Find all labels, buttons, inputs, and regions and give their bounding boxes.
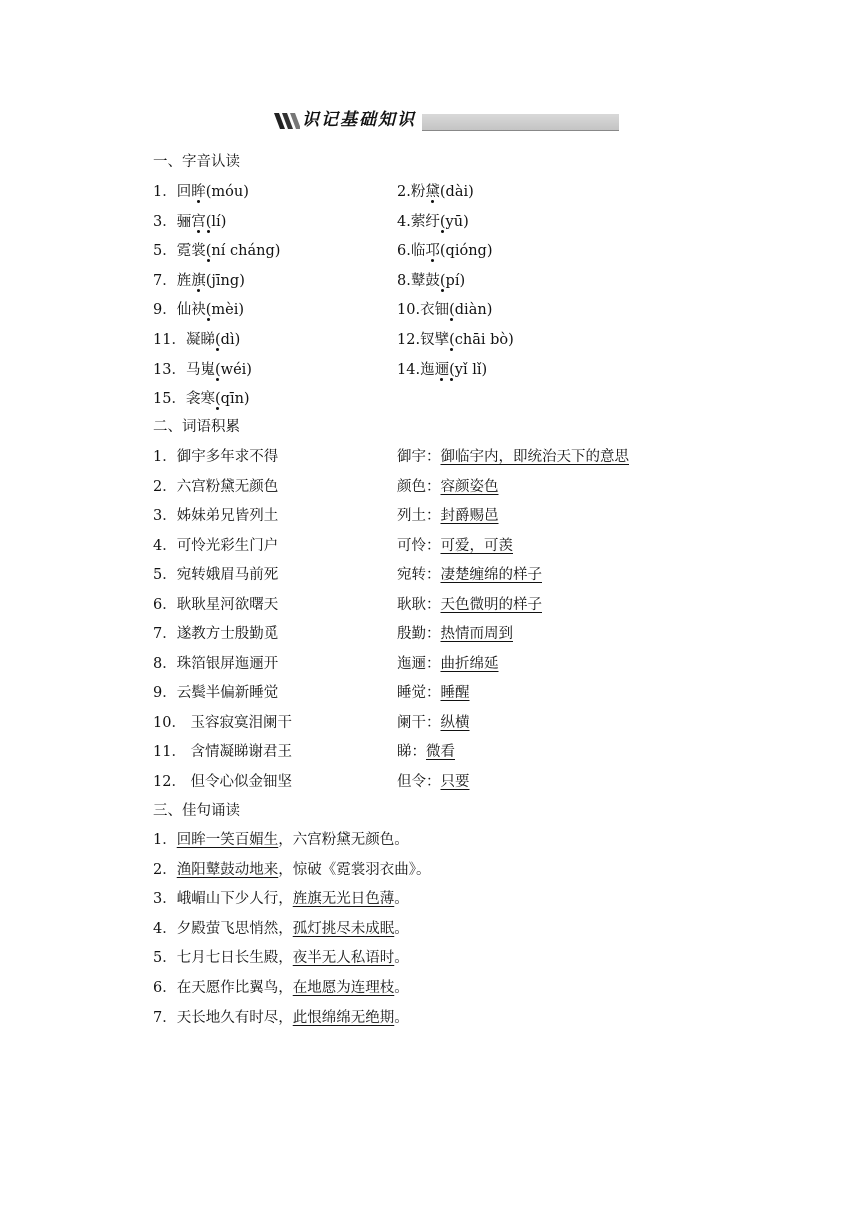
vocab-meaning: 凄楚缠绵的样子: [440, 567, 542, 583]
vocab-meaning: 御临宇内，即统治天下的意思: [440, 449, 629, 465]
quote-row: [153, 918, 409, 940]
pronunciation-item: 7．旌旗(jīng): [153, 272, 245, 289]
section-heading: 一、字音认读: [153, 154, 240, 170]
vocab-phrase: 3．姊妹弟兄皆列土: [153, 508, 279, 524]
vocab-definition: [397, 564, 542, 586]
vocab-term: 列土：: [397, 508, 441, 524]
quote-separator: ，: [278, 861, 293, 878]
quote-separator: ，: [278, 920, 293, 937]
vocab-phrase: 2．六宫粉黛无颜色: [153, 478, 279, 495]
pronunciation-item: 8.鼙鼓(pí): [397, 272, 466, 289]
quote-separator: ，: [278, 1009, 293, 1026]
vocab-meaning: 只要: [440, 773, 470, 790]
vocab-phrase: 1．御宇多年求不得: [153, 449, 279, 465]
vocab-term: 但令：: [397, 773, 441, 790]
vocab-definition: [397, 682, 470, 704]
quote-second-half: 在地愿为连理枝: [292, 980, 395, 996]
quote-end: 。: [394, 950, 409, 967]
quote-number: 2．: [153, 861, 177, 878]
pronunciation-item: 6.临邛(qióng): [397, 243, 493, 260]
vocab-definition: [397, 741, 455, 763]
pronunciation-item: 15．衾寒(qīn): [153, 391, 250, 408]
dotted-char: 邛: [425, 243, 440, 260]
pronunciation-item: 2.粉黛(dài): [397, 184, 474, 200]
quote-number: 1．: [153, 832, 177, 848]
pronunciation-item: 5．霓裳(ní cháng): [153, 243, 281, 260]
vocab-meaning: 曲折绵延: [440, 655, 499, 672]
quote-second-half: 夜半无人私语时: [292, 950, 395, 967]
quote-first-half: 渔阳鼙鼓动地来: [176, 861, 279, 878]
quote-first-half: 在天愿作比翼鸟: [176, 980, 279, 996]
vocab-definition: [397, 712, 470, 734]
vocab-term: 殷勤：: [397, 626, 441, 642]
vocab-term: 迤逦：: [397, 655, 441, 672]
banner-bar: [422, 114, 619, 131]
dotted-char: 逦: [434, 361, 450, 378]
dotted-char: 黛: [425, 184, 440, 200]
quote-second-half: 六宫粉黛无颜色: [292, 832, 395, 848]
dotted-char: (: [214, 391, 221, 408]
vocab-meaning: 睡醒: [440, 685, 470, 701]
pronunciation-item: 14.迤逦(yǐ lǐ): [397, 361, 488, 378]
vocab-definition: [397, 505, 499, 527]
vocab-phrase: 6．耿耿星河欲曙天: [153, 596, 279, 613]
vocab-term: 宛转：: [397, 567, 441, 583]
dotted-char: 宫: [191, 213, 206, 230]
quote-number: 4．: [153, 920, 177, 937]
quote-separator: ，: [278, 891, 293, 908]
vocab-term: 御宇：: [397, 449, 441, 465]
dotted-char: (: [449, 302, 455, 319]
quote-separator: ，: [278, 832, 293, 848]
vocab-meaning: 热情而周到: [440, 626, 513, 642]
section-heading: 三、佳句诵读: [153, 803, 240, 819]
vocab-definition: [397, 771, 470, 793]
quote-first-half: 天长地久有时尽: [176, 1009, 279, 1026]
quote-separator: ，: [278, 980, 293, 996]
banner-slashes-icon: [272, 111, 300, 131]
pronunciation-item: 10.衣钿(diàn): [397, 302, 493, 319]
vocab-term: 可怜：: [397, 537, 441, 554]
vocab-phrase: 12． 但令心似金钿坚: [153, 773, 293, 790]
dotted-char: 旗: [191, 272, 206, 289]
vocab-term: 颜色：: [397, 478, 441, 495]
vocab-term: 睡觉：: [397, 685, 441, 701]
quote-number: 5．: [153, 950, 177, 967]
vocab-meaning: 纵横: [440, 714, 470, 731]
pronunciation-item: 12.钗擘(chāi bò): [397, 332, 514, 348]
quote-first-half: 峨嵋山下少人行: [176, 891, 279, 908]
vocab-phrase: 4．可怜光彩生门户: [153, 537, 279, 554]
dotted-char: (: [214, 361, 221, 378]
pronunciation-item: 1．回眸(móu): [153, 184, 249, 200]
quote-second-half: 此恨绵绵无绝期: [292, 1009, 395, 1026]
section-banner: [272, 111, 619, 131]
vocab-term: 睇：: [397, 744, 426, 760]
quote-row: [153, 947, 409, 969]
quote-row: [153, 1007, 409, 1029]
quote-row: [153, 829, 409, 851]
vocab-phrase: 8．珠箔银屏迤逦开: [153, 655, 279, 672]
vocab-meaning: 可爱，可羡: [440, 537, 513, 554]
vocab-meaning: 天色微明的样子: [440, 596, 542, 613]
quote-number: 7．: [153, 1009, 177, 1026]
dotted-char: 眸: [191, 184, 206, 200]
quote-row: [153, 859, 430, 881]
pronunciation-item: 3．骊宫(lí): [153, 213, 227, 230]
vocab-definition: [397, 476, 499, 498]
pronunciation-item: 13．马嵬(wéi): [153, 361, 252, 378]
vocab-term: 耿耿：: [397, 596, 441, 613]
quote-first-half: 七月七日长生殿: [176, 950, 279, 967]
dotted-char: (: [439, 272, 446, 289]
quote-end: 。: [394, 1009, 409, 1026]
vocab-definition: [397, 653, 499, 675]
vocab-meaning: 封爵赐邑: [440, 508, 499, 524]
pronunciation-item: 11．凝睇(dì): [153, 332, 241, 348]
vocab-definition: [397, 594, 542, 616]
dotted-char: (: [205, 213, 212, 230]
vocab-phrase: 11． 含情凝睇谢君王: [153, 744, 293, 760]
quote-end: 。: [415, 861, 431, 878]
vocab-term: 阑干：: [397, 714, 441, 731]
vocab-phrase: 9．云鬓半偏新睡觉: [153, 685, 279, 701]
pronunciation-item: 4.萦纡(yū): [397, 213, 469, 230]
vocab-definition: [397, 535, 513, 557]
quote-second-half: 惊破《霓裳羽衣曲》: [292, 861, 416, 878]
quote-end: 。: [394, 980, 409, 996]
quote-end: 。: [394, 920, 409, 937]
quote-number: 3．: [153, 891, 177, 908]
vocab-definition: [397, 446, 629, 468]
quote-row: [153, 888, 409, 910]
quote-end: 。: [394, 891, 409, 908]
quote-first-half: 回眸一笑百媚生: [176, 832, 279, 848]
vocab-definition: [397, 623, 513, 645]
section-heading: 二、词语积累: [153, 419, 240, 435]
vocab-meaning: 微看: [426, 744, 455, 760]
pronunciation-item: 9．仙袂(mèi): [153, 302, 245, 319]
dotted-char: (: [205, 302, 212, 319]
quote-end: 。: [394, 832, 409, 848]
vocab-phrase: 5．宛转娥眉马前死: [153, 567, 279, 583]
banner-title: 识记基础知识: [302, 109, 420, 131]
quote-row: [153, 977, 409, 999]
vocab-phrase: 7．遂教方士殷勤觅: [153, 626, 279, 642]
dotted-char: (: [205, 243, 212, 260]
dotted-char: (: [214, 332, 221, 348]
quote-first-half: 夕殿萤飞思悄然: [176, 920, 279, 937]
quote-second-half: 孤灯挑尽未成眠: [292, 920, 395, 937]
quote-number: 6．: [153, 980, 177, 996]
dotted-char: (: [439, 213, 446, 230]
vocab-phrase: 10． 玉容寂寞泪阑干: [153, 714, 293, 731]
quote-second-half: 旌旗无光日色薄: [292, 891, 395, 908]
dotted-char: (: [449, 332, 455, 348]
vocab-meaning: 容颜姿色: [440, 478, 499, 495]
quote-separator: ，: [278, 950, 293, 967]
dotted-char: (: [449, 361, 455, 378]
